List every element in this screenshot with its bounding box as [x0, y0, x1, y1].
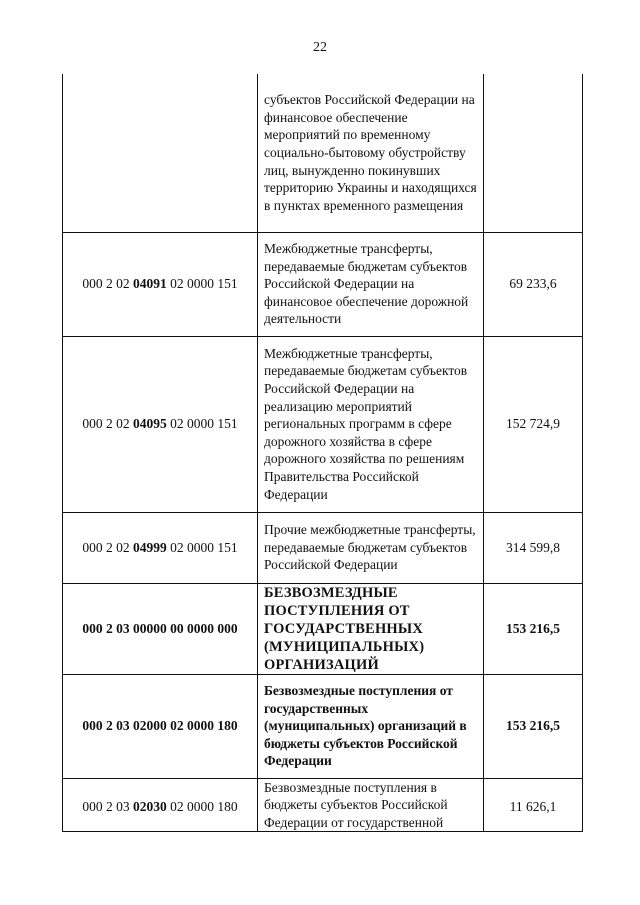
code-prefix: 000 2 03	[82, 798, 133, 814]
code-suffix: 02 0000 151	[166, 276, 238, 291]
code-cell	[63, 232, 258, 336]
code-bold-part: 04999	[133, 539, 167, 555]
table-row	[63, 512, 583, 583]
description-cell: Межбюджетные трансферты, передаваемые бюджетам субъектов Российской Федерации на финансовое обеспечение дорожной деятельности	[258, 232, 484, 336]
code-suffix: 02 0000 180	[166, 798, 238, 814]
description-cell: Прочие межбюджетные трансферты, передаваемые бюджетам субъектов Российской Федерации	[258, 512, 484, 583]
amount-cell: 153 216,5	[484, 674, 583, 778]
amount-cell: 153 216,5	[484, 583, 583, 674]
amount-cell: 11 626,1	[484, 778, 583, 832]
code-cell	[63, 512, 258, 583]
code-prefix: 000 2 02	[82, 539, 133, 555]
description-cell: субъектов Российской Федерации на финансовое обеспечение мероприятий по временному социально-бытовому обустройству лиц, вынужденно покинувших территорию Украины и находящихся в пунктах временного размещения	[258, 74, 484, 232]
amount-cell	[484, 74, 583, 232]
table-row	[63, 232, 583, 336]
amount-cell: 314 599,8	[484, 512, 583, 583]
table-row	[63, 336, 583, 512]
code-cell: 000 2 03 02000 02 0000 180	[63, 674, 258, 778]
code-bold-part: 04095	[133, 416, 167, 431]
amount-cell: 152 724,9	[484, 336, 583, 512]
amount-cell: 69 233,6	[484, 232, 583, 336]
code-bold-part: 02030	[133, 798, 167, 814]
code-cell	[63, 74, 258, 232]
code-cell	[63, 336, 258, 512]
revenue-table	[62, 74, 583, 832]
table-row	[63, 74, 583, 232]
code-suffix: 02 0000 151	[166, 539, 238, 555]
table-row	[63, 778, 583, 832]
code-prefix: 000 2 02	[82, 276, 133, 291]
table-row	[63, 583, 583, 674]
page-number: 22	[313, 40, 327, 55]
code-cell: 000 2 03 00000 00 0000 000	[63, 583, 258, 674]
code-cell	[63, 778, 258, 832]
code-prefix: 000 2 02	[82, 416, 133, 431]
description-cell: Безвозмездные поступления в бюджеты субъектов Российской Федерации от государственной	[258, 778, 484, 832]
description-cell: Межбюджетные трансферты, передаваемые бюджетам субъектов Российской Федерации на реализацию мероприятий региональных программ в сфере дорожного хозяйства в сфере дорожного хозяйства по решениям Правительства Российской Федерации	[258, 336, 484, 512]
code-bold-part: 04091	[133, 276, 167, 291]
code-suffix: 02 0000 151	[166, 416, 238, 431]
description-cell: БЕЗВОЗМЕЗДНЫЕ ПОСТУПЛЕНИЯ ОТ ГОСУДАРСТВЕННЫХ (МУНИЦИПАЛЬНЫХ) ОРГАНИЗАЦИЙ	[258, 583, 484, 674]
table-row	[63, 674, 583, 778]
description-cell: Безвозмездные поступления от государственных (муниципальных) организаций в бюджеты субъектов Российской Федерации	[258, 674, 484, 778]
